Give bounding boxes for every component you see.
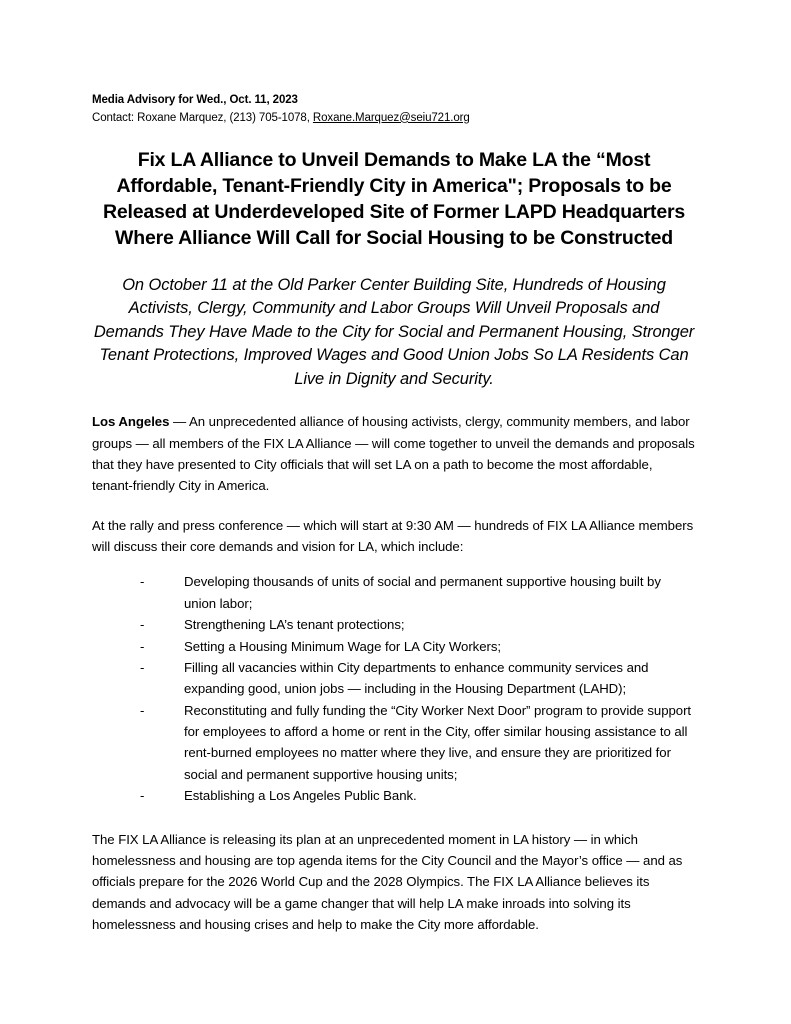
contact-line	[92, 110, 696, 127]
bullet-marker: -	[140, 574, 145, 590]
list-item-text: Reconstituting and fully funding the “City Worker Next Door” program to provide support for employees to afford a home or rent in the City, offer similar housing assistance to all rent-burned employees no matter where they live, and ensure they are prioritized for social and permanent supportive housing units;	[184, 702, 692, 782]
media-advisory-date: Media Advisory for Wed., Oct. 11, 2023	[92, 94, 298, 106]
list-item-text: Filling all vacancies within City departments to enhance community services and expanding good, union jobs — including in the Housing Department (LAHD);	[184, 659, 649, 697]
closing-paragraph: The FIX LA Alliance is releasing its plan at an unprecedented moment in LA history — in which homelessness and housing are top agenda items for the City Council and the Mayor’s office — and as officials prepare for the 2026 World Cup and the 2028 Olympics. The FIX LA Alliance believes its demands and advocacy will be a game changer that will help LA make inroads into solving its homelessness and housing crises and help to make the City more affordable.	[92, 831, 683, 933]
lead-paragraph	[92, 411, 696, 497]
demands-list	[92, 571, 696, 806]
subhead: On October 11 at the Old Parker Center Building Site, Hundreds of Housing Activists, Clergy, Community and Labor Groups Will Unveil Proposals and Demands They Have Made to the City for Social and Permanent Housing, Stronger Tenant Protections, Improved Wages and Good Union Jobs So LA Residents Can Live in Dignity and Security.	[93, 276, 695, 388]
list-item	[140, 636, 696, 657]
second-paragraph: At the rally and press conference — which will start at 9:30 AM — hundreds of FIX LA Alliance members will discuss their core demands and vision for LA, which include:	[92, 517, 694, 555]
bullet-marker: -	[140, 788, 145, 804]
contact-email-link[interactable]: Roxane.Marquez@seiu721.org	[312, 111, 470, 124]
contact-prefix: Contact: Roxane Marquez, (213) 705-1078,	[92, 111, 313, 124]
list-item	[140, 614, 696, 635]
bullet-marker: -	[140, 617, 145, 633]
list-item	[140, 571, 696, 614]
bullet-marker: -	[140, 659, 145, 675]
bullet-marker: -	[140, 702, 145, 718]
list-item-text: Setting a Housing Minimum Wage for LA City Workers;	[184, 638, 501, 654]
list-item	[140, 785, 696, 806]
list-item-text: Strengthening LA’s tenant protections;	[184, 617, 405, 633]
list-item-text: Establishing a Los Angeles Public Bank.	[184, 788, 417, 804]
list-item	[140, 657, 696, 700]
list-item	[140, 700, 696, 786]
dateline-label: Los Angeles	[92, 414, 170, 430]
page-title: Fix LA Alliance to Unveil Demands to Make LA the “Most Affordable, Tenant-Friendly City in America"; Proposals to be Released at Underdeveloped Site of Former LAPD Headquarters Where Alliance Will Call for Social Housing to be Constructed	[102, 149, 686, 250]
list-item-text: Developing thousands of units of social and permanent supportive housing built by union labor;	[184, 574, 661, 611]
bullet-marker: -	[140, 638, 145, 654]
lead-paragraph-text: — An unprecedented alliance of housing activists, clergy, community members, and labor groups — all members of the FIX LA Alliance — will come together to unveil the demands and proposals that they have presented to City officials that will set LA on a path to become the most affordable, tenant-friendly City in America.	[92, 414, 695, 494]
